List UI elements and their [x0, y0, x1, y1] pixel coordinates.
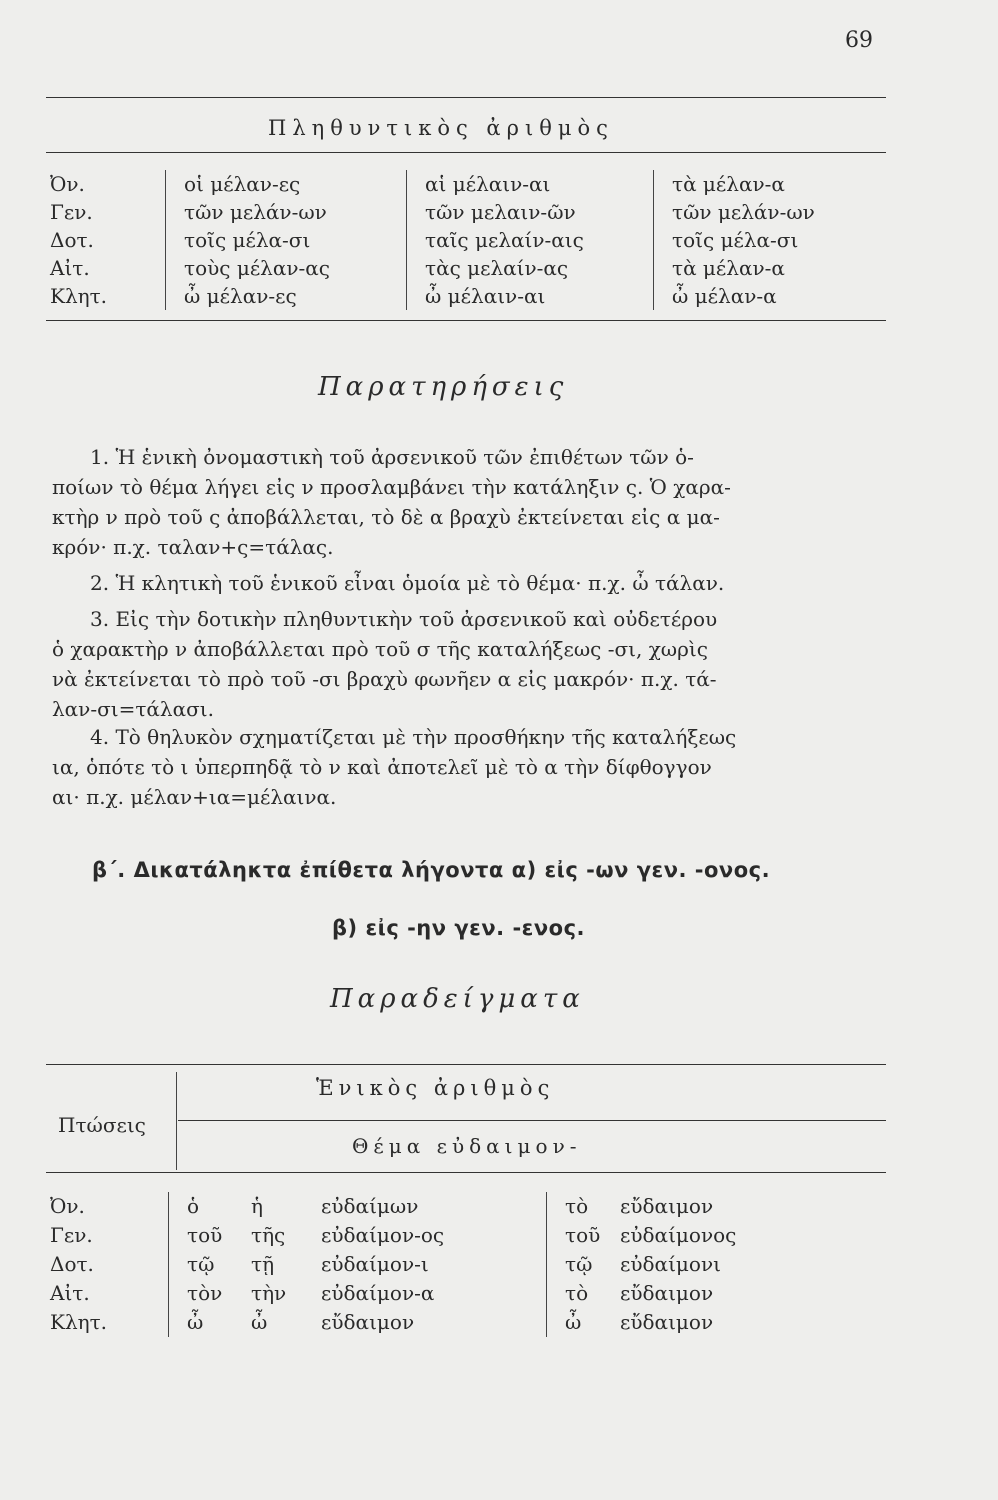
observations-title: Παρατηρήσεις: [318, 372, 569, 402]
case-label: Γεν.: [50, 1223, 93, 1247]
section-b-subtitle: β) εἰς -ην γεν. -ενος.: [332, 916, 586, 940]
singular-header-bottom-rule: [46, 1172, 886, 1173]
text-line: 1. Ἡ ἑνικὴ ὀνομαστικὴ τοῦ ἀρσενικοῦ τῶν ἐπιθέτων τῶν ὁ-: [90, 445, 694, 469]
page-number: 69: [845, 28, 873, 53]
masculine-form: τοῖς μέλα-σι: [166, 226, 407, 254]
table-row: [48, 254, 872, 282]
table-row: [48, 1250, 736, 1279]
case-label: Ὀν.: [50, 1194, 85, 1218]
neuter-form: τῶν μελάν-ων: [654, 198, 873, 226]
plural-heading-rule: [46, 152, 886, 153]
text-line: νὰ ἐκτείνεται τὸ πρὸ τοῦ -σι βραχὺ φωνῆεν α εἰς μακρόν· π.χ. τά-: [52, 667, 717, 691]
masc-fem-articles: [169, 1308, 322, 1337]
masc-fem-form: εὐδαίμον-ος: [321, 1223, 445, 1247]
fem-article: τῇ: [251, 1252, 275, 1276]
fem-article: ὦ: [251, 1310, 268, 1334]
neuter-cell: [547, 1279, 737, 1308]
singular-top-rule: [46, 1064, 886, 1065]
text-line: 2. Ἡ κλητικὴ τοῦ ἑνικοῦ εἶναι ὁμοία μὲ τὸ θέμα· π.χ. ὦ τάλαν.: [90, 571, 725, 595]
case-label: Κλητ.: [50, 1310, 108, 1334]
plural-heading: Πληθυντικὸς ἀριθμὸς: [268, 116, 614, 140]
masc-fem-articles: [169, 1250, 322, 1279]
table-row: [48, 1279, 736, 1308]
singular-heading: Ἑνικὸς ἀριθμὸς: [316, 1076, 555, 1100]
plural-declension-table: [48, 170, 872, 310]
text-line: αι· π.χ. μέλαν+ια=μέλαινα.: [52, 785, 337, 809]
stem-label: Θέμα εὐδαιμον-: [352, 1134, 582, 1158]
text-line: λαν-σι=τάλασι.: [52, 697, 214, 721]
neuter-form: εὐδαίμονος: [620, 1223, 737, 1247]
observation-2: [52, 568, 888, 598]
text-line: 3. Εἰς τὴν δοτικὴν πληθυντικὴν τοῦ ἀρσενικοῦ καὶ οὐδετέρου: [90, 607, 718, 631]
fem-article: ἡ: [251, 1194, 263, 1218]
masc-fem-form: εὔδαιμον: [321, 1310, 415, 1334]
neuter-form: εὐδαίμονι: [620, 1252, 721, 1276]
top-rule: [46, 97, 886, 98]
neuter-cell: [547, 1192, 737, 1221]
neuter-form: ὦ μέλαν-α: [654, 282, 873, 310]
observation-1: [52, 442, 888, 562]
masc-article: τῷ: [187, 1252, 215, 1276]
feminine-form: τῶν μελαιν-ῶν: [407, 198, 654, 226]
neuter-form: τὰ μέλαν-α: [654, 254, 873, 282]
cases-column-header: Πτώσεις: [58, 1113, 146, 1137]
masc-fem-articles: [169, 1221, 322, 1250]
masc-fem-form: εὐδαίμων: [321, 1194, 419, 1218]
text-line: κτὴρ ν πρὸ τοῦ ς ἀποβάλλεται, τὸ δὲ α βραχὺ ἐκτείνεται εἰς α μα-: [52, 505, 720, 529]
masc-article: ὦ: [187, 1310, 204, 1334]
neuter-form: τοῖς μέλα-σι: [654, 226, 873, 254]
neuter-article: τὸ: [565, 1194, 589, 1218]
masc-fem-form: εὐδαίμον-α: [321, 1281, 435, 1305]
observation-3: [52, 604, 888, 724]
singular-heading-rule: [178, 1120, 886, 1121]
neuter-cell: [547, 1308, 737, 1337]
singular-declension-table: [48, 1192, 736, 1337]
masc-article: ὁ: [187, 1194, 200, 1218]
masc-fem-articles: [169, 1192, 322, 1221]
table-row: [48, 1192, 736, 1221]
neuter-article: τοῦ: [565, 1223, 601, 1247]
observation-4: [52, 722, 888, 812]
neuter-cell: [547, 1250, 737, 1279]
examples-title: Παραδείγματα: [330, 984, 585, 1014]
neuter-form: εὔδαιμον: [620, 1310, 714, 1334]
table-row: [48, 198, 872, 226]
case-label: Αἰτ.: [50, 1281, 90, 1305]
table-row: [48, 1221, 736, 1250]
case-label: Ὀν.: [50, 172, 85, 196]
masc-article: τοῦ: [187, 1223, 223, 1247]
neuter-form: εὔδαιμον: [620, 1194, 714, 1218]
neuter-article: τῷ: [565, 1252, 593, 1276]
fem-article: τὴν: [251, 1281, 287, 1305]
neuter-cell: [547, 1221, 737, 1250]
feminine-form: τὰς μελαίν-ας: [407, 254, 654, 282]
feminine-form: αἱ μέλαιν-αι: [407, 170, 654, 198]
section-b-title: β΄. Δικατάληκτα ἐπίθετα λήγοντα α) εἰς -ων γεν. -ονος.: [92, 858, 771, 882]
table-row: [48, 1308, 736, 1337]
case-label: Κλητ.: [50, 284, 108, 308]
table-row: [48, 226, 872, 254]
masc-fem-form: εὐδαίμον-ι: [321, 1252, 429, 1276]
case-label: Αἰτ.: [50, 256, 90, 280]
feminine-form: ὦ μέλαιν-αι: [407, 282, 654, 310]
text-line: ποίων τὸ θέμα λήγει εἰς ν προσλαμβάνει τὴν κατάληξιν ς. Ὁ χαρα-: [52, 475, 731, 499]
table-row: [48, 170, 872, 198]
neuter-article: ὦ: [565, 1310, 582, 1334]
masculine-form: ὦ μέλαν-ες: [166, 282, 407, 310]
case-label: Δοτ.: [50, 1252, 94, 1276]
header-divider: [176, 1072, 177, 1170]
masculine-form: τοὺς μέλαν-ας: [166, 254, 407, 282]
neuter-article: τὸ: [565, 1281, 589, 1305]
text-line: κρόν· π.χ. ταλαν+ς=τάλας.: [52, 535, 334, 559]
masc-article: τὸν: [187, 1281, 223, 1305]
feminine-form: ταῖς μελαίν-αις: [407, 226, 654, 254]
table-row: [48, 282, 872, 310]
text-line: 4. Τὸ θηλυκὸν σχηματίζεται μὲ τὴν προσθήκην τῆς καταλήξεως: [90, 725, 737, 749]
case-label: Γεν.: [50, 200, 93, 224]
text-line: ια, ὁπότε τὸ ι ὑπερπηδᾷ τὸ ν καὶ ἀποτελεῖ μὲ τὸ α τὴν δίφθογγον: [52, 755, 712, 779]
masculine-form: οἱ μέλαν-ες: [166, 170, 407, 198]
case-label: Δοτ.: [50, 228, 94, 252]
neuter-form: τὰ μέλαν-α: [654, 170, 873, 198]
masculine-form: τῶν μελάν-ων: [166, 198, 407, 226]
neuter-form: εὔδαιμον: [620, 1281, 714, 1305]
text-line: ὁ χαρακτὴρ ν ἀποβάλλεται πρὸ τοῦ σ τῆς καταλήξεως -σι, χωρὶς: [52, 637, 708, 661]
plural-bottom-rule: [46, 320, 886, 321]
fem-article: τῆς: [251, 1223, 286, 1247]
masc-fem-articles: [169, 1279, 322, 1308]
